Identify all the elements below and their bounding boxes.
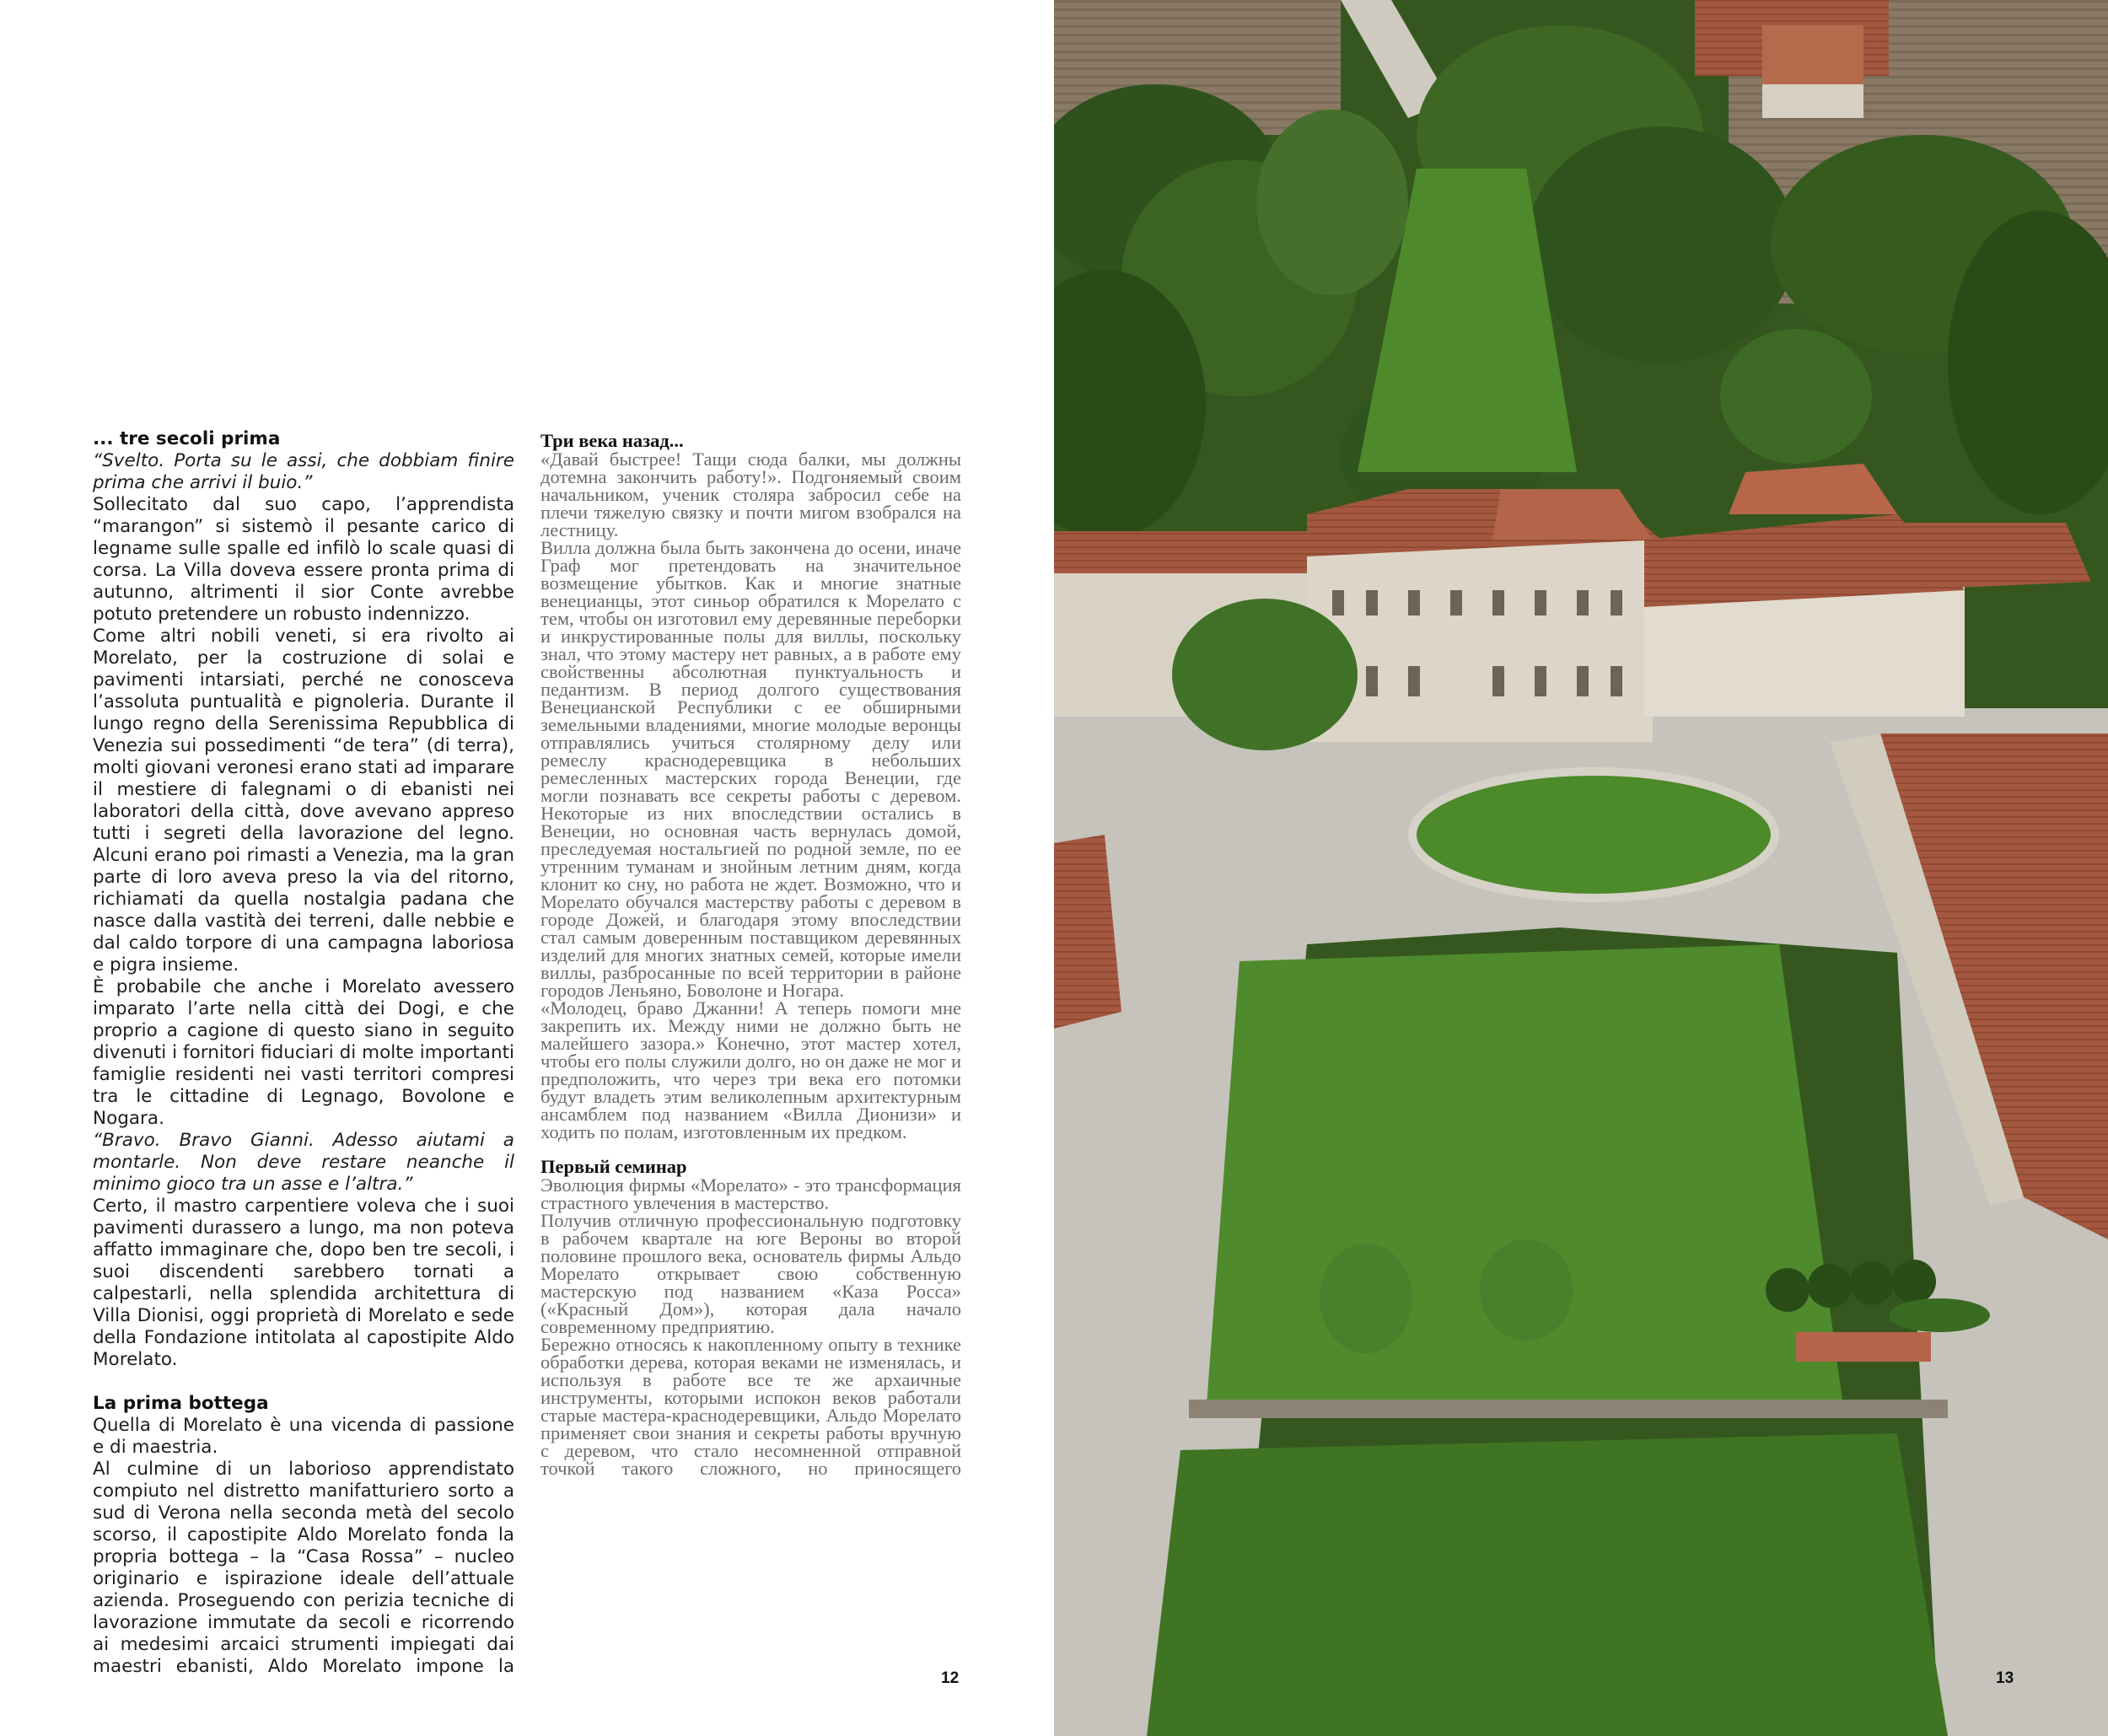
italian-heading-tre-secoli: ... tre secoli prima	[93, 428, 281, 449]
italian-heading-prima-bottega: La prima bottega	[93, 1393, 269, 1414]
oval-lawn	[1412, 771, 1775, 898]
italian-paragraph-4: Certo, il mastro carpentiere voleva che i suoi pavimenti durassero a lungo, ma non poteva affatto immaginare che, dopo ben tre secoli, i suoi discendenti sarebbero tornati a calpestarli, nella splendida architettura di Villa Dionisi, oggi proprietà di Morelato e sede della Fondazione intitolata al capostipite Aldo Morelato.	[93, 1196, 514, 1370]
italian-quote-1: “Svelto. Porta su le assi, che dobbiam finire prima che arrivi il buio.”	[93, 450, 514, 493]
garden-pavilion-roof	[1796, 1332, 1931, 1362]
italian-quote-2: “Bravo. Bravo Gianni. Adesso aiutami a montarle. Non deve restare neanche il minimo gioco tra un asse e l’altra.”	[93, 1130, 514, 1195]
russian-heading-tri-veka: Три века назад...	[540, 430, 684, 451]
front-lawn	[1206, 944, 1842, 1416]
boundary-wall	[1189, 1400, 1948, 1418]
russian-paragraph-3: «Молодец, браво Джанни! А теперь помоги мне закрепить их. Между ними не должно быть не малейшего зазора.» Конечно, этот мастер хотел, чтобы его полы служили долго, но он даже не мог и предположить, что через три века его потомки будут владеть этим великолепным архитектурным ансамблем под названием «Вилла Дионизи» и ходить по полам, изготовленным их предком.	[540, 997, 961, 1142]
russian-paragraph-5: Получив отличную профессиональную подготовку в рабочем квартале на юге Вероны во второй половине прошлого века, основатель фирмы Альдо Морелато открывает свою собственную мастерскую под названием «Каза Росса» («Красный Дом»), которая дала начало современному предприятию.	[540, 1210, 961, 1337]
russian-paragraph-2: Вилла должна была быть закончена до осени, иначе Граф мог претендовать на значительное возмещение убытков. Как и многие знатные венецианцы, этот синьор обратился к Морелато с тем, чтобы он изготовил ему деревянные переборки и инкрустированные полы для виллы, поскольку знал, что этому мастеру нет равных, а в работе ему свойственны абсолютная пунктуальность и педантизм. В период долгого существования Венецианской Республики с ее обширными земельными владениями, многие молодые веронцы отправлялись учиться столярному делу или ремеслу краснодеревщика в небольших ремесленных мастерских города Венеции, где могли познавать все секреты работы с деревом. Некоторые из них впоследствии остались в Венеции, но основная часть вернулась домой, преследуемая ностальгией по родной земле, по ее утренним туманам и знойным летним дням, когда клонит ко сну, но работа не ждет. Возможно, что и Морелато обучался мастерству работы с деревом в городе Дожей, и благодаря этому впоследствии стал самым доверенным поставщиком деревянных изделий для многих знатных семей, которые имели виллы, разбросанные по всей территории в районе городов Леньяно, Боволоне и Ногара.	[540, 537, 961, 1001]
russian-paragraph-6: Бережно относясь к накопленному опыту в технике обработки дерева, которая веками не изменялась, и используя в работе все те же архаичные инструменты, которыми испокон веков работали старые мастера-краснодеревщики, Альдо Морелато применяет свои знания и секреты работы вручную с деревом, что стало несомненной отправной точкой такого сложного, но приносящего	[540, 1334, 961, 1479]
russian-text-column	[540, 432, 961, 1477]
russian-paragraph-4: Эволюция фирмы «Морелато» - это трансформация страстного увлечения в мастерство.	[540, 1174, 961, 1213]
italian-paragraph-3: È probabile che anche i Morelato avessero imparato l’arte nella città dei Dogi, e che proprio a cagione di questo siano in seguito divenuti i fornitori fiduciari di molte importanti famiglie residenti nei vasti territori compresi tra le cittadine di Legnago, Bovolone e Nogara.	[93, 976, 514, 1129]
courtyard-tree	[1172, 599, 1358, 750]
italian-text-column	[93, 428, 514, 1678]
villa-aerial-photo	[1054, 0, 2108, 1736]
italian-paragraph-6: Al culmine di un laborioso apprendistato compiuto nel distretto manifatturiero sorto a sud di Verona nella seconda metà del secolo scorso, il capostipite Aldo Morelato fonda la propria bottega – la “Casa Rossa” – nucleo originario e ispirazione ideale dell’attuale azienda. Proseguendo con perizia tecniche di lavorazione immutate da secoli e ricorrendo ai medesimi arcaici strumenti impiegati dai maestri ebanisti, Aldo Morelato impone la	[93, 1459, 514, 1677]
italian-paragraph-1: Sollecitato dal suo capo, l’apprendista “marangon” si sistemò il pesante carico di legname sulle spalle ed infilò lo scale quasi di corsa. La Villa doveva essere pronta prima di autunno, altrimenti il sior Conte avrebbe potuto pretendere un robusto indennizzo.	[93, 494, 514, 625]
italian-paragraph-5: Quella di Morelato è una vicenda di passione e di maestria.	[93, 1415, 514, 1458]
russian-paragraph-1: «Давай быстрее! Тащи сюда балки, мы должны дотемна закончить работу!». Подгоняемый своим начальником, ученик столяра забросил себе на плечи тяжелую связку и почти мигом взобрался на лестницу.	[540, 449, 961, 540]
lower-meadow	[1147, 1433, 1948, 1736]
page-number-left: 12	[941, 1669, 960, 1687]
farm-building-roof-2	[1762, 25, 1863, 84]
italian-paragraph-2: Come altri nobili veneti, si era rivolto ai Morelato, per la costruzione di solai e pavimenti intarsiati, perché ne conosceva l’assoluta puntualità e pignoleria. Durante il lungo regno della Serenissima Repubblica di Venezia sui possedimenti “de tera” (di terra), molti giovani veronesi erano stati ad imparare il mestiere di falegnami o di ebanisti nei laboratori della città, dove avevano appreso tutti i segreti della lavorazione del legno. Alcuni erano poi rimasti a Venezia, ma la gran parte di loro aveva preso la via del ritorno, richiamati da quella nostalgia padana che nasce dalla vastità dei terreni, dalle nebbie e dal caldo torpore di una campagna laboriosa e pigra insieme.	[93, 626, 514, 975]
russian-heading-pervyi-seminar: Первый семинар	[540, 1156, 687, 1177]
villa-main-facade	[1307, 540, 1653, 742]
page-number-right: 13	[1996, 1669, 2014, 1687]
